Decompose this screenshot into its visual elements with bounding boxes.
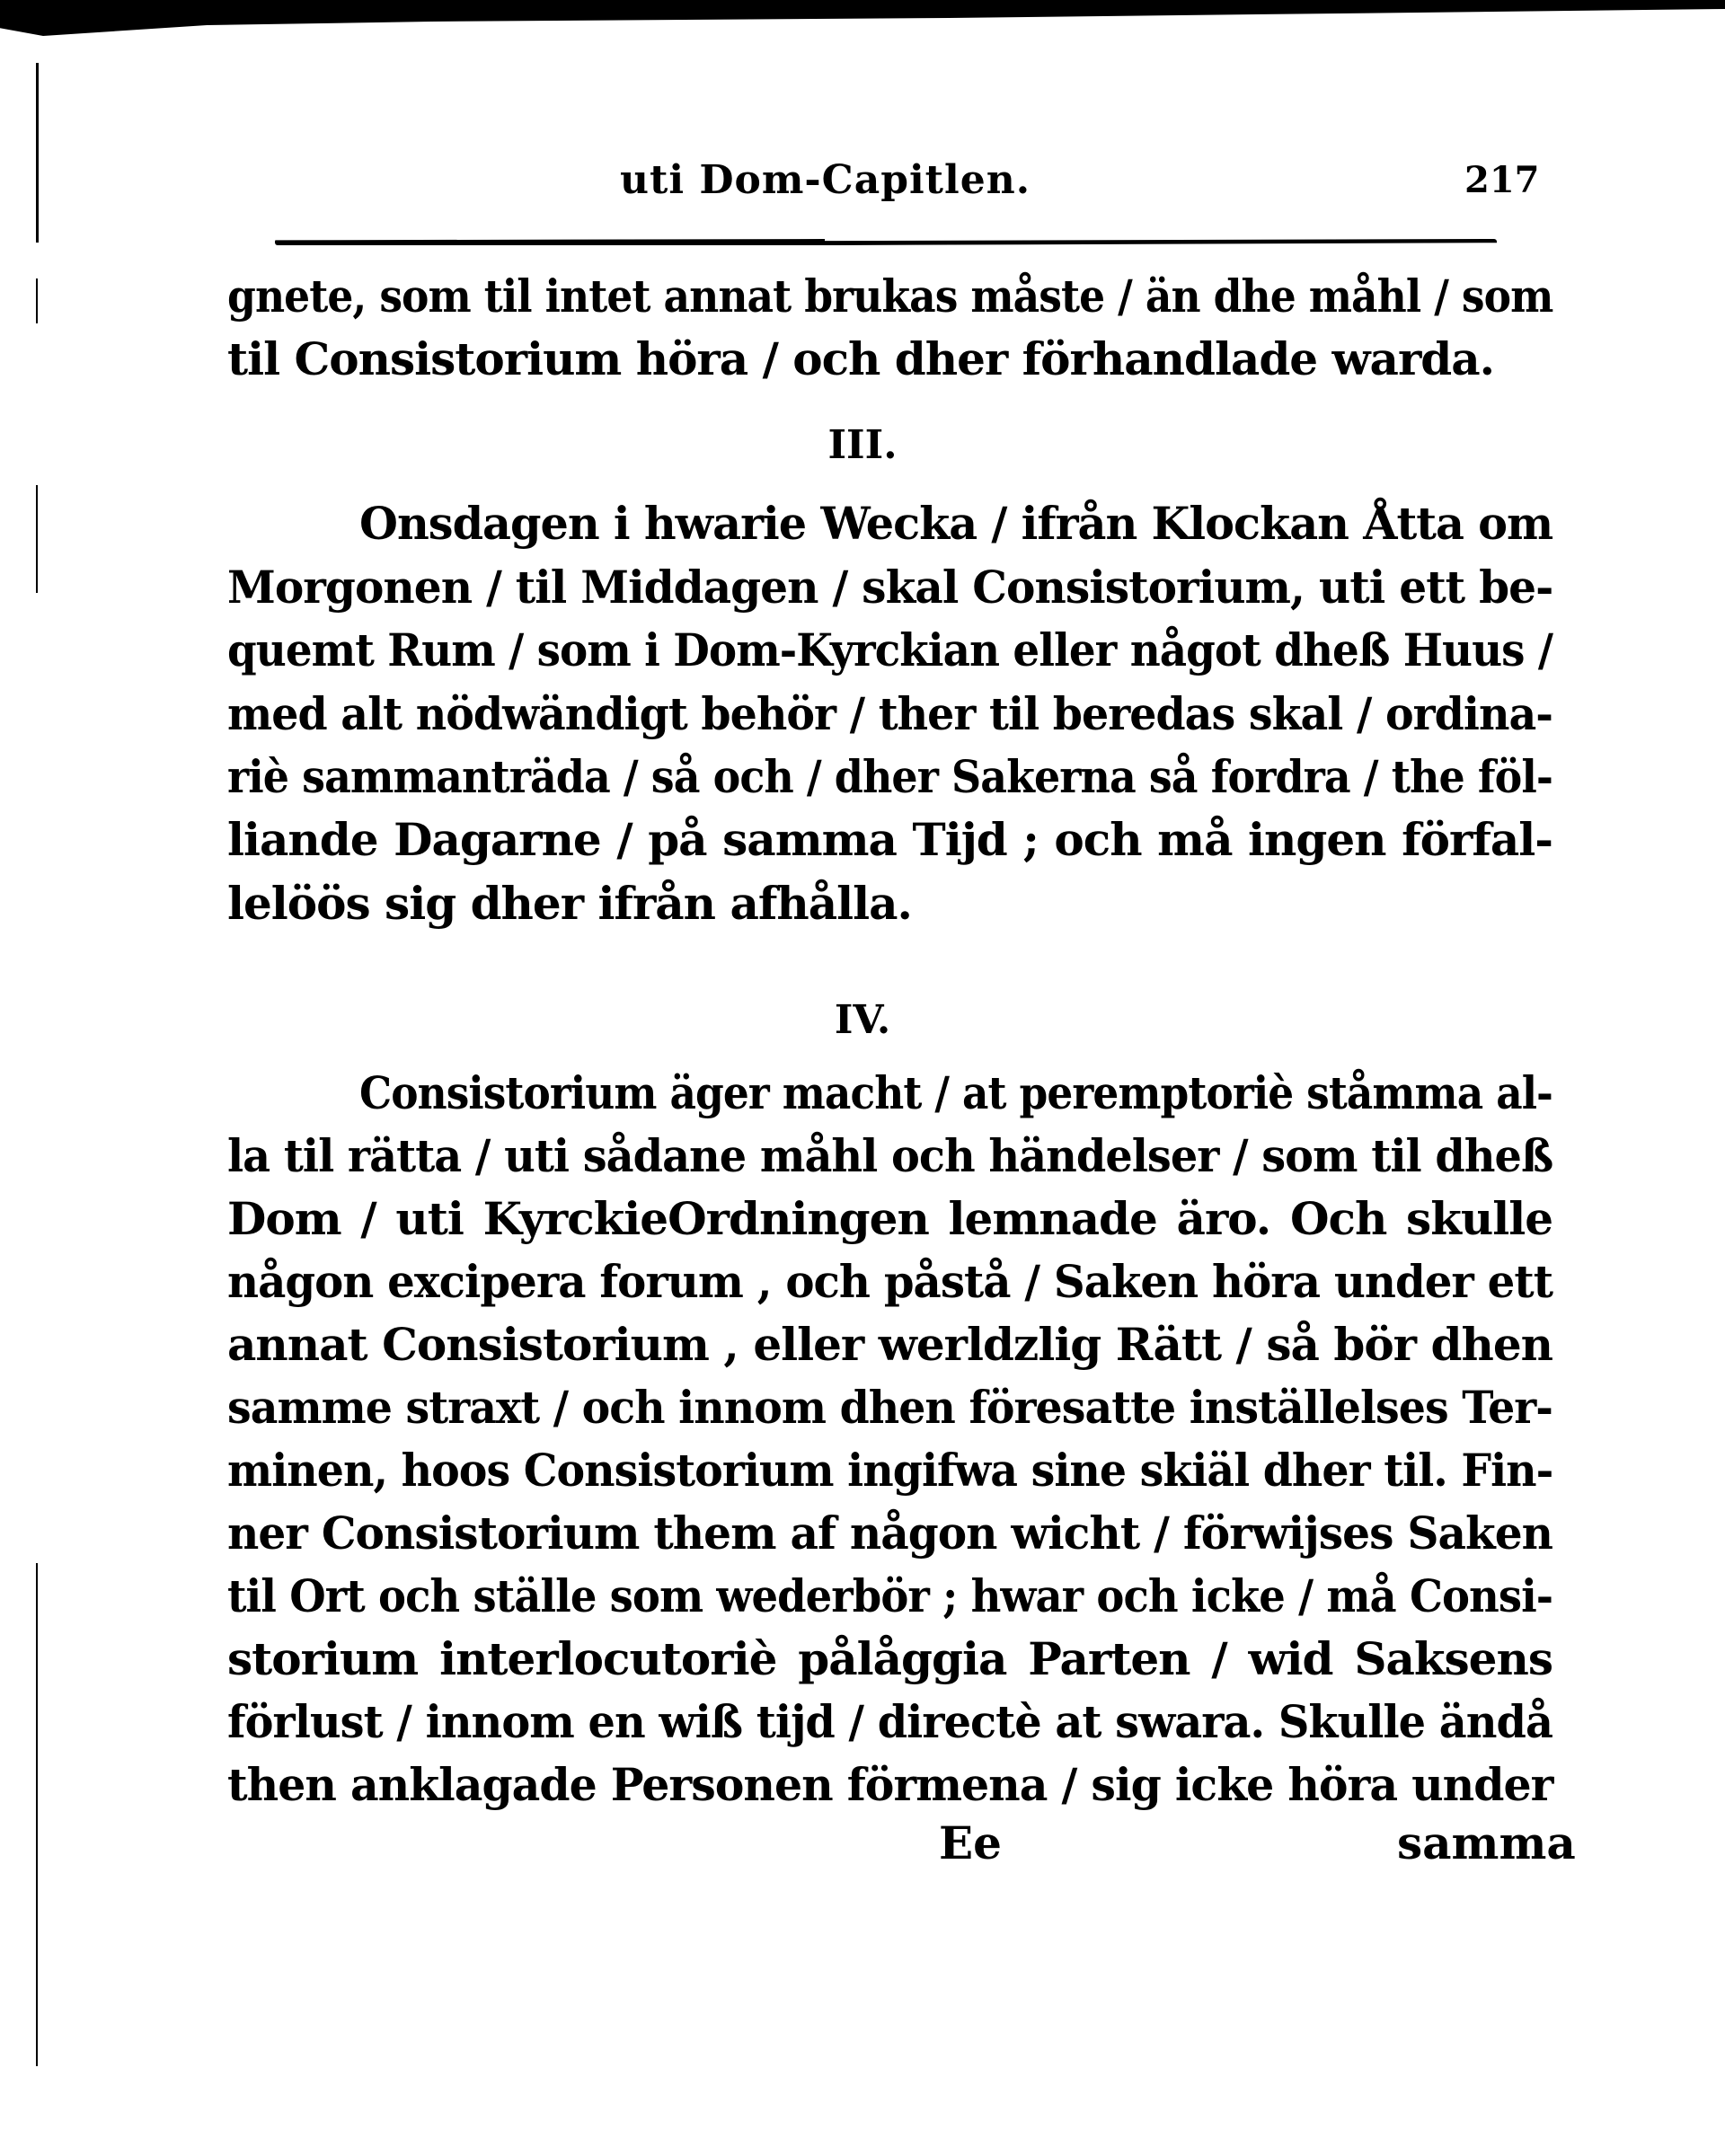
section-iii-line: med alt nödwändigt behör / ther til beredas skal / ordina- (227, 687, 1552, 740)
scan-left-margin-line (36, 278, 38, 323)
catchword: samma (1397, 1816, 1576, 1869)
section-number-iii: III. (827, 422, 898, 468)
section-iii-line: lelöös sig dher ifrån afhålla. (227, 877, 912, 930)
section-iv-line: then anklagade Personen förmena / sig icke höra under (227, 1758, 1553, 1811)
running-title: uti Dom-Capitlen. (620, 157, 1031, 203)
running-head (0, 157, 1725, 211)
section-iv-line: Consistorium äger macht / at peremptoriè ståmma al- (359, 1066, 1552, 1119)
scan-left-margin-line (36, 1563, 38, 2066)
section-number-iv: IV. (834, 997, 891, 1043)
section-iii-line: riè sammanträda / så och / dher Sakerna så fordra / the föl- (227, 750, 1552, 803)
continuation-line: til Consistorium höra / och dher förhandlade warda. (227, 332, 1495, 385)
scan-left-margin-line (36, 485, 38, 593)
continuation-line: gnete, som til intet annat brukas måste / än dhe måhl / som (227, 270, 1553, 323)
section-iv-line: någon excipera forum , och påstå / Saken höra under ett (227, 1255, 1552, 1308)
section-iv-line: Dom / uti KyrckieOrdningen lemnade äro. Och skulle (227, 1192, 1552, 1245)
section-iii-line: Morgonen / til Middagen / skal Consistorium, uti ett be- (227, 561, 1553, 614)
section-iv-line: minen, hoos Consistorium ingifwa sine skiäl dher til. Fin- (227, 1444, 1553, 1497)
section-iii-line: Onsdagen i hwarie Wecka / ifrån Klockan Åtta om (359, 497, 1553, 550)
scan-top-edge-shadow (0, 0, 1725, 36)
section-iv-line: annat Consistorium , eller werldzlig Rätt / så bör dhen (227, 1318, 1552, 1371)
signature-mark: Ee (939, 1816, 1002, 1869)
section-iv-line: storium interlocutoriè pålåggia Parten / wid Saksens (227, 1632, 1552, 1685)
section-iii-line: quemt Rum / som i Dom-Kyrckian eller något dheß Huus / (227, 623, 1553, 676)
section-iv-line: förlust / innom en wiß tijd / directè at swara. Skulle ändå (227, 1695, 1552, 1748)
section-iv-line: samme straxt / och innom dhen föresatte inställelses Ter- (227, 1381, 1552, 1434)
section-iv-line: la til rätta / uti sådane måhl och händelser / som til dheß (227, 1129, 1553, 1182)
section-iv-line: ner Consistorium them af någon wicht / förwijses Saken (227, 1507, 1553, 1560)
header-rule (275, 239, 1497, 245)
section-iv-line: til Ort och ställe som wederbör ; hwar och icke / må Consi- (227, 1569, 1553, 1622)
page-number: 217 (1464, 159, 1540, 201)
section-iii-line: liande Dagarne / på samma Tijd ; och må ingen förfal- (227, 813, 1552, 866)
